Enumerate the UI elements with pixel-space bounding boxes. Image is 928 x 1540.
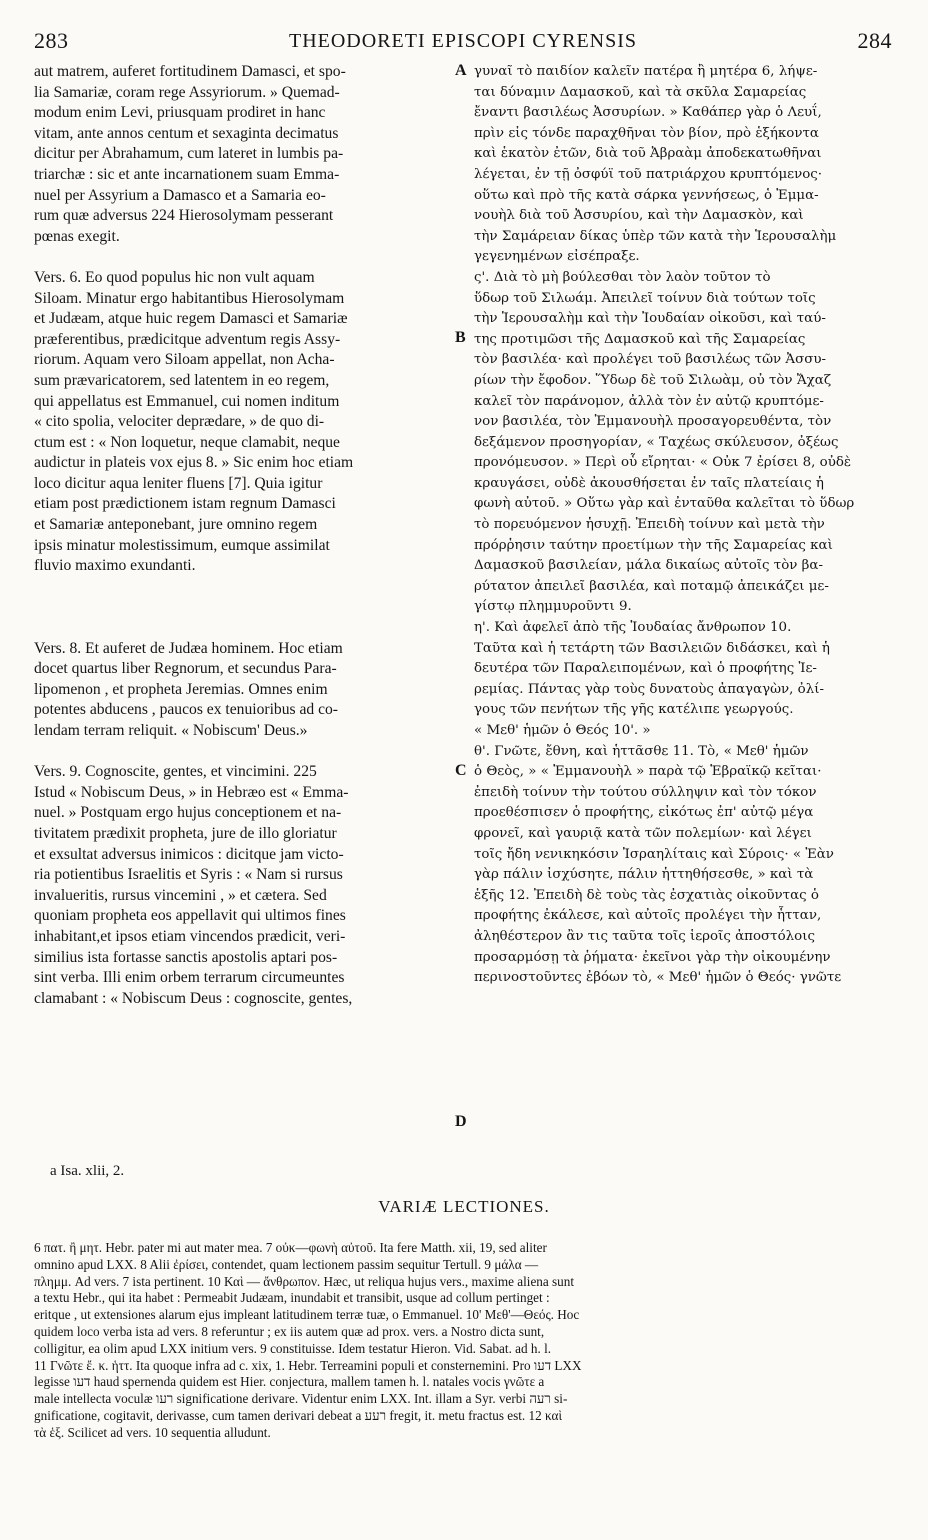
greek-line: ται δύναμιν Δαμασκοῦ, καὶ τὰ σκῦλα Σαμαρείας [474, 84, 807, 100]
latin-line: præferentibus, prædicitque adventum regis Assy- [34, 330, 341, 348]
latin-line [34, 742, 450, 763]
greek-line: γυναῖ τὸ παιδίον καλεῖν πατέρα ἢ μητέρα 6, λήψε- [474, 64, 818, 79]
latin-line: nuel per Assyrium a Damasco et a Samaria eo- [34, 186, 326, 204]
greek-line: ς'. Διὰ τὸ μὴ βούλεσθαι τὸν λαὸν τοῦτον τὸ [474, 269, 771, 285]
margin-letter-a: A [455, 62, 467, 79]
latin-line: ipsis minatur molestissimum, eumque assimilat [34, 536, 330, 554]
variae-lectiones-heading: VARIÆ LECTIONES. [378, 1197, 550, 1216]
greek-line: ρεμίας. Πάντας γὰρ τοὺς δυνατοὺς ἀπαγαγὼν, ὀλί- [474, 681, 825, 697]
latin-line: audictur in plateis vox ejus 8. » Sic enim hoc etiam [34, 454, 354, 472]
greek-line: λέγεται, ἐν τῇ ὀσφύϊ τοῦ πατριάρχου κρυπτόμενος· [474, 166, 823, 182]
greek-line: « Μεθ' ἡμῶν ὁ Θεός 10'. » [474, 723, 651, 738]
greek-line: φωνὴ αὐτοῦ. » Οὕτω γὰρ καὶ ἐνταῦθα καλεῖται τὸ ὕδωρ [474, 496, 855, 512]
greek-line: Ταῦτα καὶ ἡ τετάρτη τῶν Βασιλειῶν διδάσκει, καὶ ἡ [474, 640, 830, 656]
greek-line: νον βασιλέα, τὸν Ἐμμανουὴλ προσαγορευθέντα, τὸν [474, 414, 832, 430]
latin-line: Istud « Nobiscum Deus, » in Hebræo est « Emma- [34, 783, 349, 801]
variae-line: quidem loco verba ista ad vers. 8 referuntur ; ex iis autem quæ ad prox. vers. a Nostro dicta sunt, [34, 1323, 545, 1339]
greek-line: θ'. Γνῶτε, ἔθνη, καὶ ἡττᾶσθε 11. Τὸ, « Μεθ' ἡμῶν [474, 743, 809, 759]
variae-line: 6 πατ. ἢ μητ. Hebr. pater mi aut mater mea. 7 οὐκ—φωνὴ αὐτοῦ. Ita fere Matth. xii, 19, sed aliter [34, 1240, 547, 1255]
greek-line: ὁ Θεὸς, » « Ἐμμανουὴλ » παρὰ τῷ Ἑβραϊκῷ κεῖται· [474, 764, 822, 780]
latin-line: quoniam propheta eos appellavit qui ultimos fines [34, 907, 346, 925]
variae-line: gnificatione, cogitavit, derivasse, cum tamen derivari debeat a רעע fregit, it. metu fractus est. 12 καὶ [34, 1407, 562, 1423]
greek-line: ρύτατον ἀπειλεῖ βασιλέα, καὶ ποταμῷ ἀπεικάζει με- [474, 578, 829, 594]
variae-lectiones-notes [34, 1240, 892, 1442]
greek-line: γους τῶν πενήτων τῆς γῆς κατέλιπε γεωργούς. [474, 702, 794, 718]
latin-line: et Judæam, atque huic regem Damasci et Samariæ [34, 310, 348, 328]
footnote: a Isa. xlii, 2. [50, 1163, 125, 1179]
margin-letter-d: D [455, 1113, 467, 1130]
latin-line: pœnas exegit. [34, 227, 120, 245]
latin-line: triarchæ : sic et ante incarnationem suam Emma- [34, 165, 340, 183]
variae-line: legisse דעו haud spernenda quidem est Hier. conjectura, mallem tamen h. l. natales vocis γνῶτε a [34, 1374, 545, 1390]
latin-line: tivitatem prædixit propheta, jure de illo gloriatur [34, 824, 337, 842]
greek-line: ὕδωρ τοῦ Σιλωάμ. Ἀπειλεῖ τοίνυν διὰ τούτων τοῖς [474, 290, 816, 306]
greek-column [474, 62, 892, 989]
latin-line [34, 577, 450, 598]
greek-line: περινοστοῦντες ἐβόων τὸ, « Μεθ' ἡμῶν ὁ Θεός· γνῶτε [474, 970, 842, 986]
variae-line: a textu Hebr., qui ita habet : Permeabit Judæam, inundabit et transibit, usque ad collum pertinget : [34, 1290, 550, 1306]
greek-line: γίστῳ πλημμυροῦντι 9. [474, 599, 632, 615]
greek-line: γὰρ πάλιν ἰσχύσητε, πάλιν ἡττηθήσεσθε, » καὶ τὰ [474, 867, 814, 883]
greek-line: ἀληθέστερον ἂν τις ταῦτα τοῖς ἱεροῖς ἀποστόλοις [474, 928, 815, 944]
greek-line: προεθέσπισεν ὁ προφήτης, εἰκότως ἐπ' αὐτῷ μέγα [474, 805, 814, 821]
latin-line: modum enim Levi, priusquam prodiret in hanc [34, 104, 326, 122]
greek-line: νουὴλ διὰ τοῦ Ἀσσυρίου, καὶ τὴν Δαμασκὸν, καὶ [474, 208, 804, 224]
latin-column [34, 62, 450, 1009]
latin-line: similius ista fortasse sanctis apostolis aptari pos- [34, 948, 338, 966]
greek-line: τὸν βασιλέα· καὶ προλέγει τοῦ βασιλέως τῶν Ἀσσυ- [474, 352, 827, 368]
latin-line: dicitur per Abrahamum, cum lateret in lumbis pa- [34, 145, 344, 163]
latin-line: rum quæ adversus 224 Hierosolymam pesserant [34, 207, 334, 225]
latin-line: sum prævaricatorem, sed latentem in eo regem, [34, 371, 330, 389]
latin-line: invalueritis, rursus vincemini , » et cætera. Sed [34, 886, 327, 904]
greek-line: της προτιμῶσι τῆς Δαμασκοῦ καὶ τῆς Σαμαρείας [474, 331, 806, 347]
latin-line: ctum est : « Non loquetur, neque clamabit, neque [34, 433, 340, 451]
latin-line: riorum. Aquam vero Siloam appellat, non Acha- [34, 351, 335, 369]
latin-line: nuel. » Postquam ergo hujus conceptionem et na- [34, 804, 342, 822]
latin-line [34, 597, 450, 618]
variae-line: eritque , ut extensiones alarum ejus impleant latitudinem terræ tuæ, o Emmanuel. 10' Μεθ'—Θεός. Hoc [34, 1307, 580, 1323]
latin-line: Vers. 9. Cognoscite, gentes, et vincimini. 225 [34, 763, 317, 781]
variae-line: omnino apud LXX. 8 Alii ἐρίσει, contendet, quam lectionem passim sequitur Tertull. 9 μάλα — [34, 1256, 539, 1272]
latin-line: et Samariæ anteponebant, jure omnino regem [34, 516, 318, 534]
latin-line: et exsultat adversus inimicos : dicitque jam victo- [34, 845, 344, 863]
greek-line: προσαρμόσῃ τὰ ῥήματα· ἐκεῖνοι γὰρ τὴν οἰκουμένην [474, 949, 831, 965]
latin-line: « cito spolia, velociter deprædare, » de quo di- [34, 413, 325, 431]
greek-line: ἔναντι βασιλέως Ἀσσυρίων. » Καθάπερ γὰρ ὁ Λευΐ, [474, 105, 822, 121]
latin-line: lendam terram reliquit. « Nobiscum' Deus.» [34, 722, 308, 739]
latin-line: sint verba. Illi enim orbem terrarum circumeuntes [34, 969, 345, 987]
greek-line: προφήτης ἐκάλεσε, καὶ αὐτοῖς προλέγει τὴν ἧτταν, [474, 908, 822, 924]
margin-letter-c: C [455, 762, 467, 779]
running-title: THEODORETI EPISCOPI CYRENSIS [288, 29, 638, 52]
latin-line: vitam, ante annos centum et sexaginta decimatus [34, 124, 339, 142]
latin-line: etiam post prædictionem istam regnum Damasci [34, 495, 336, 513]
greek-line: πρόρῥησιν ταύτην προετίμων τὴν τῆς Σαμαρείας καὶ [474, 537, 833, 553]
greek-line: κραυγάσει, οὐδὲ ἀκουσθήσεται ἐν ταῖς πλατείαις ἡ [474, 475, 824, 491]
greek-line: καλεῖ τὸν παράνομον, ἀλλὰ τὸν ἐν αὐτῷ κρυπτόμε- [474, 393, 824, 409]
page-header [34, 26, 892, 56]
latin-line: qui appellatus est Emmanuel, cui nomen inditum [34, 392, 340, 410]
latin-line: docet quartus liber Regnorum, et secundus Para- [34, 660, 337, 678]
margin-letter-b: B [455, 329, 466, 346]
latin-line: aut matrem, auferet fortitudinem Damasci, et spo- [34, 63, 346, 80]
latin-line [34, 247, 450, 268]
latin-line: Vers. 8. Et auferet de Judæa hominem. Hoc etiam [34, 639, 343, 657]
latin-line: potentes abducens , paucos ex tenuioribus ad co- [34, 701, 338, 719]
greek-line: τὸ πορευόμενον ἡσυχῇ. Ἐπειδὴ τοίνυν καὶ μετὰ τὴν [474, 517, 825, 533]
greek-line: τὴν Σαμάρειαν δίκας ὑπὲρ τῶν κατὰ τὴν Ἱερουσαλὴμ [474, 228, 837, 244]
page-number-left: 283 [34, 28, 69, 53]
latin-line: lipomenon , et propheta Jeremias. Omnes enim [34, 680, 328, 698]
greek-line: καὶ ἑκατὸν ἐτῶν, διὰ τοῦ Ἀβραὰμ ἀποδεκατωθῆναι [474, 146, 822, 162]
greek-line: ρίων τὴν ἔφοδον. Ὕδωρ δὲ τοῦ Σιλωὰμ, οὐ τὸν Ἄχαζ [474, 372, 832, 388]
latin-line: fluvio maximo exundanti. [34, 557, 196, 575]
greek-line: Δαμασκοῦ βασιλείαν, μάλα δικαίως αὐτοῖς τὸν βα- [474, 558, 823, 574]
greek-line: ἐπειδὴ τοίνυν τὴν τούτου σύλληψιν καὶ τὸν τόκον [474, 784, 817, 800]
latin-line: ria potientibus Israelitis et Syris : « Nam si rursus [34, 866, 343, 884]
greek-line: η'. Καὶ ἀφελεῖ ἀπὸ τῆς Ἰουδαίας ἄνθρωπον 10. [474, 620, 792, 636]
page-number-right: 284 [857, 28, 892, 53]
greek-line: οὕτω καὶ πρὸ τῆς κατὰ σάρκα γεννήσεως, ὁ Ἐμμα- [474, 187, 819, 203]
latin-line: loco dicitur aqua leniter fluens [7]. Quia igitur [34, 474, 323, 492]
greek-line: δεξάμενον προσηγορίαν, « Ταχέως σκύλευσον, ὀξέως [474, 434, 839, 450]
greek-line: πρὶν εἰς τόνδε παραχθῆναι τὸν βίον, πρὸ ἑξήκοντα [474, 125, 819, 141]
variae-line: 11 Γνῶτε ἔ. κ. ἡττ. Ita quoque infra ad c. xix, 1. Hebr. Terreamini populi et consternemini. Pro דעו LXX [34, 1357, 582, 1373]
greek-line: τοῖς ἤδη νενικηκόσιν Ἰσραηλίταις καὶ Σύροις· « Ἐὰν [474, 846, 834, 862]
variae-line: colligitur, ea olim apud LXX initium vers. 9 constituisse. Idem testatur Hieron. Vid. Sabat. ad h. l. [34, 1340, 552, 1356]
latin-line: Vers. 6. Eo quod populus hic non vult aquam [34, 268, 315, 286]
greek-line: ἑξῆς 12. Ἐπειδὴ δὲ τοὺς τὰς ἐσχατιὰς οἰκοῦντας ὁ [474, 887, 819, 903]
greek-line: δευτέρα τῶν Παραλειπομένων, καὶ ὁ προφήτης Ἰε- [474, 661, 817, 677]
latin-line: inhabitant,et ipsos etiam vincendos prædicit, veri- [34, 927, 346, 945]
variae-line: τὰ ἑξ. Scilicet ad vers. 10 sequentia alludunt. [34, 1424, 271, 1440]
greek-line: φρονεῖ, καὶ γαυριᾷ κατὰ τῶν πολεμίων· καὶ λέγει [474, 825, 812, 841]
greek-line: προνόμευσον. » Περὶ οὗ εἴρηται· « Οὐκ 7 ἐρίσει 8, οὐδὲ [474, 455, 852, 471]
latin-line: Siloam. Minatur ergo habitantibus Hierosolymam [34, 289, 345, 307]
latin-line [34, 618, 450, 639]
greek-line: τὴν Ἱερουσαλὴμ καὶ τὴν Ἰουδαίαν οἰκοῦσι, καὶ ταύ- [474, 311, 826, 327]
greek-line: γεγενημένων εἰσέπραξε. [474, 249, 640, 265]
latin-line: clamabant : « Nobiscum Deus : cognoscite, gentes, [34, 989, 353, 1007]
variae-line: πλημμ. Ad vers. 7 ista pertinent. 10 Καὶ — ἄνθρωπον. Hæc, ut reliqua hujus vers., maxime aliena sunt [34, 1273, 575, 1289]
variae-line: male intellecta voculæ רעו significatione derivare. Videntur enim LXX. Int. illam a Syr. verbi רעה si- [34, 1391, 568, 1407]
latin-line: lia Samariæ, coram rege Assyriorum. » Quemad- [34, 83, 340, 101]
